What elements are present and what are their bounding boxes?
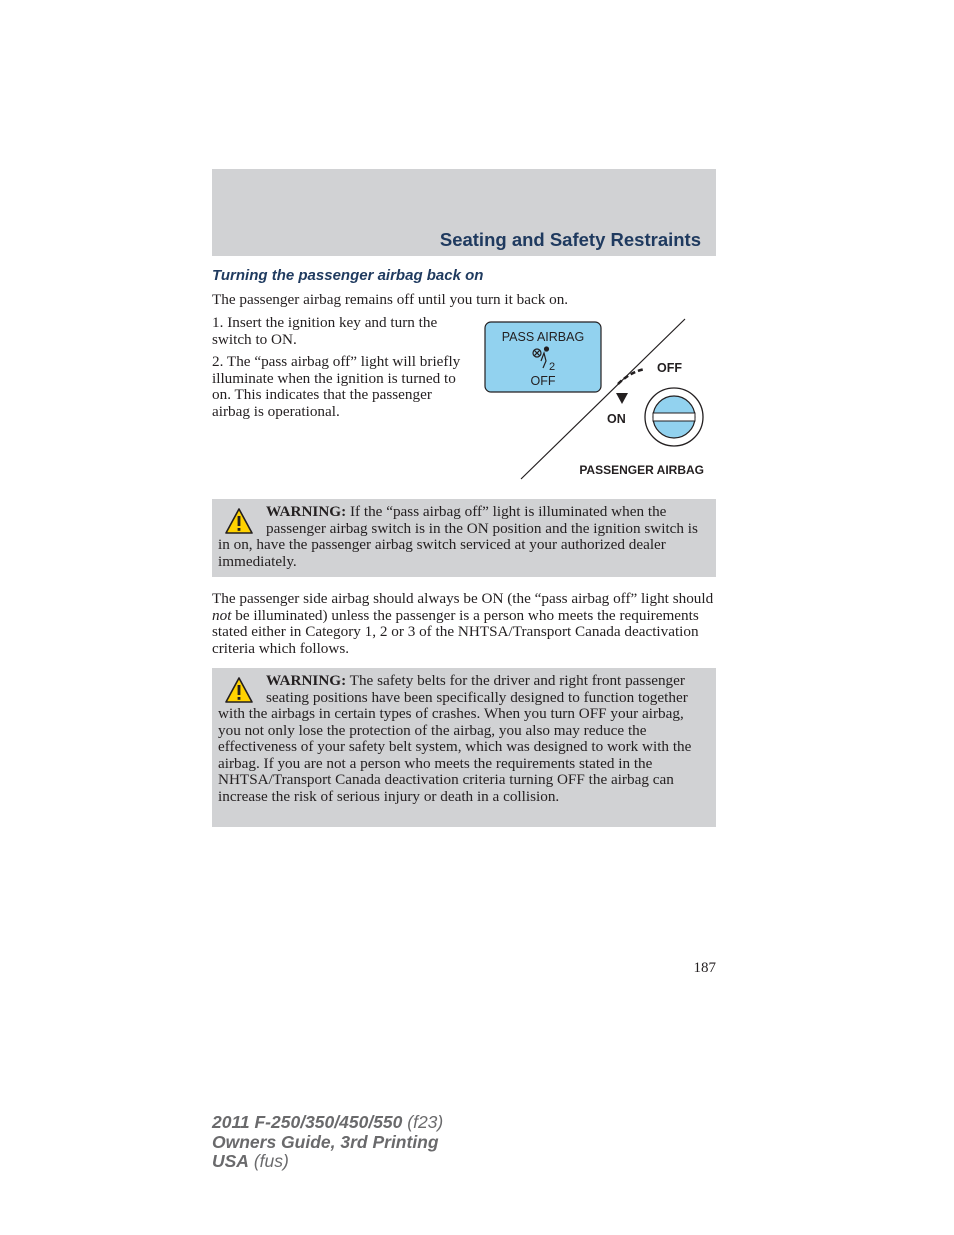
paragraph-text-part1: The passenger side airbag should always be ON (the “pass airbag off” light should — [212, 590, 714, 607]
paragraph-emphasis: not — [212, 606, 232, 624]
footer-region-code: (fus) — [248, 1151, 289, 1171]
indicator-number: 2 — [548, 361, 556, 373]
warning-triangle-icon — [224, 676, 254, 704]
figure-caption: PASSENGER AIRBAG — [579, 463, 704, 477]
key-switch-icon — [645, 388, 703, 446]
step-2: 2. The “pass airbag off” light will briefly illuminate when the ignition is turned to on. This indicates that the passenger airbag is operational. — [212, 353, 461, 420]
on-position-label: ON — [607, 412, 626, 426]
step-1: 1. Insert the ignition key and turn the switch to ON. — [212, 314, 438, 348]
airbag-criteria-paragraph — [212, 591, 716, 657]
section-title: Seating and Safety Restraints — [439, 229, 701, 250]
footer-guide: Owners Guide, 3rd Printing — [212, 1131, 439, 1152]
warning-text: If the “pass airbag off” light is illuminated when the passenger airbag switch is in the ON position and the ignition switch is in on, have the passenger airbag switch serviced at your authorized dealer immediately. — [218, 503, 698, 570]
indicator-label-top: PASS AIRBAG — [501, 330, 585, 344]
intro-text: The passenger airbag remains off until you turn it back on. — [212, 291, 569, 308]
footer-model: 2011 F-250/350/450/550 — [212, 1112, 403, 1132]
footer-region: USA — [212, 1151, 249, 1171]
off-position-label: OFF — [657, 361, 682, 375]
paragraph-text-part2: be illuminated) unless the passenger is a person who meets the requirements stated either in Category 1, 2 or 3 of the NHTSA/Transport Canada deactivation criteria which follows. — [212, 606, 699, 657]
passenger-airbag-switch-diagram — [480, 316, 716, 482]
warning-box-2 — [212, 668, 716, 827]
section-header-band — [212, 169, 716, 256]
footer-model-code: (f23) — [402, 1112, 444, 1132]
subsection-heading: Turning the passenger airbag back on — [212, 267, 484, 284]
warning-label: WARNING: — [266, 672, 347, 689]
page-number: 187 — [693, 960, 716, 976]
on-arrowhead-icon — [616, 393, 628, 404]
warning-box-1 — [212, 499, 716, 577]
document-footer — [212, 1113, 443, 1172]
warning-label: WARNING: — [266, 503, 347, 520]
warning-triangle-icon — [224, 507, 254, 535]
warning-text: The safety belts for the driver and right front passenger seating positions have been specifically designed to function together with the airbags in certain types of crashes. When you turn OFF your airbag, you not only lose the protection of the airbag, you also may reduce the effectiveness of your safety belt system, which was designed to work with the airbag. If you are not a person who meets the requirements stated in the NHTSA/Transport Canada deactivation criteria turning OFF the airbag can increase the risk of serious injury or death in a collision. — [218, 672, 692, 805]
indicator-label-bottom: OFF — [530, 374, 556, 388]
